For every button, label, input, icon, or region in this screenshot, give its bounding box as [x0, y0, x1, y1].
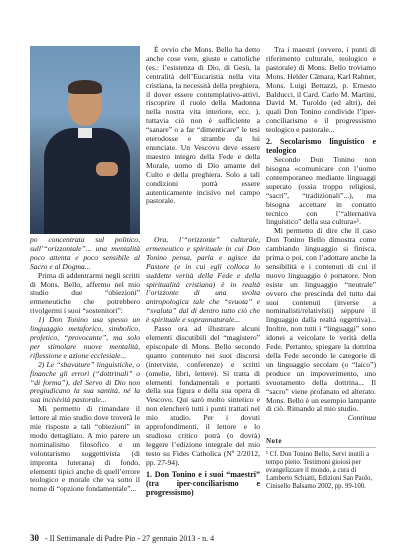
right-paragraph-3: Mi permetto di dire che il caso Don Tonino Bello dimostra come cambiando linguaggio si finisca, prima o poi, con l’adottare anche la sensibilità e i contenuti di cui il nuovo linguaggio è portatore. Non esiste un linguaggio “neutrale” ovvero che prescinda del tutto dai suoi contenuti (inverse a nominalisti/relativisti) seppure il linguaggio dalla realtà oggettiva)... Inoltre, non tutti i “linguaggi” sono idonei a veicolare le verità della Fede. Pertanto, spiegare la dottrina della Fede secondo le categorie di un linguaggio secolare (o “laico”) produce un impoverimento, uno svuotamento della dottrina... Il “sacro” viene profanato ed alterato. Mons. Bello è un esempio lampante di ciò. Rimando al mio studio. [266, 226, 376, 414]
right-column [266, 46, 376, 423]
middle-column-top [146, 46, 260, 206]
section-heading-2: 2. Secolarismo linguistico e teologico [266, 137, 376, 156]
left-paragraph-1: po concentrata sul politico, sull’“orizzontale”... una mentalità poco attenta e poco sensibile al Sacro e al Dogma... [30, 235, 140, 271]
middle-column-bottom [146, 236, 260, 498]
continua-label: Continua [347, 413, 376, 423]
left-column [30, 236, 140, 494]
footer-text: - Il Settimanale di Padre Pio - 27 gennaio 2013 - n. 4 [45, 534, 215, 543]
left-paragraph-5: Mi permetto di rimandare il lettore al mio studio dove troverà le mie risposte a tali “obiezioni” in modo dettagliato. A mio parere un nominalismo filosofico e un volontarismo soggettivista (di impronta luterana) di fondo, elementi tipici anche di quell’errore teologico e morale che va sotto il nome di “opzione fondamentale”... [30, 404, 140, 494]
section-heading-1: 1. Don Tonino e i suoi “maestri” (tra iper-conciliarismo e progressismo) [146, 469, 260, 497]
right-paragraph-2: Secondo Don Tonino non bisogna «comunicare con l’uomo contemporaneo mediante linguaggi superato (ossia troppo religiosi, “sacri”, “tradizionali”...), ma bisogna accettare in contatto tecnico con l’“alternativa linguistico” della sua cultura»¹. [266, 155, 376, 227]
mid-paragraph-1: Ora, l’“orizzonte” culturale, ermeneutico e spirituale in cui Don Tonino pensa, parla e agisce da Pastore (e in cui egli colloca lo suddette verità della Fede e della spiritualità cristiana) è in realtà l’orizzonte di una svolta antropologica tale che “svuota” e “svaluta” dal di dentro tutto ciò che è spirituale e soprannaturale... [146, 235, 260, 325]
right-paragraph-1: Tra i maestri (ovvero, i punti di riferimento culturale, teologico e pastorale) di Mons. Bello troviamo Mons. Helder Câmara, Karl Rahner, Mons. Luigi Bettazzi, p. Ernesto Balducci, il Card. Carlo M. Martini, David M. Turoldo (ed altri), dei quali Don Tonino condivide l’iper-conciliarismo e il progressismo teologico e pastorale... [266, 45, 376, 135]
left-paragraph-2: Prima di addentrarmi negli scritti di Mons. Bello, affermo nel mio studio due “obiezioni” ermeneutiche che potrebbero rivolgermi i suoi “sostenitori”: [30, 270, 140, 316]
page-footer [30, 533, 214, 543]
notes-heading: Note [266, 437, 282, 445]
left-paragraph-3: 1) Don Tonino usa spesso un linguaggio metaforico, simbolico, profetico, “provocante”, ma solo per stimolare nuove mentalità, riflessione e azione ecclesiale... [30, 315, 140, 360]
bishop-photo [30, 46, 140, 234]
notes-divider [266, 447, 376, 448]
mid-paragraph-2: Passo ora ad illustrare alcuni elementi discutibili del “magistero” episcopale di Mons. Bello secondo quanto contenuto nei suoi discorsi (interviste, conferenze) e scritti (omelie, libri, lettere). Si tratta di elementi fondamentali e portanti della sua figura e della sua opera di Vescovo. Qui sarò molto sintetico e non elencherò tutti i punti trattati nel mio studio. Per i dovuti approfondimenti, il lettore e lo studioso critico potrà (o dovrà) leggere l’edizione integrale del mio testo su Fides Catholica (Nº 2/2012, pp. 27-94). [146, 324, 260, 467]
left-paragraph-4: 2) Le “sbavature” linguistiche, o finanche gli errori (“dottrinali” o “di forma”), del Servo di Dio non pregiudicano la sua santità, né la sua incisività pastorale... [30, 359, 140, 405]
mid-paragraph-top: È ovvio che Mons. Bello ha detto anche cose vere, giuste e cattoliche (es.: l’esistenza di Dio, di Gesù, la centralità dell’Eucaristia nella vita cristiana, la necessità della preghiera, il dover essere contemplativo-attivi, riscoprire il ruolo della Madonna nella nostra vita interiore, ecc. ), tuttavia ciò non è sufficiente a “sanare” o a far “dimenticare” le tesi eterodosse e strambe da lui enunciate. Un Vescovo deve essere maestro integro della Fede e della Morale, uomo di Dio amante del Culto e della preghiera. Solo a tali condizioni potrà essere autenticamente incisivo nel campo pastorale. [146, 45, 260, 206]
footnote: ¹ Cf. Don Tonino Bello, Servi inutili a tempo pieno. Testimoni gioiosi per evangelizzare il mondo, a cura di Lamberto Schiatti, Edizioni San Paolo, Cinisello Balsamo 2002, pp. 99-100. [266, 451, 373, 490]
page-number: 30 [30, 533, 39, 543]
